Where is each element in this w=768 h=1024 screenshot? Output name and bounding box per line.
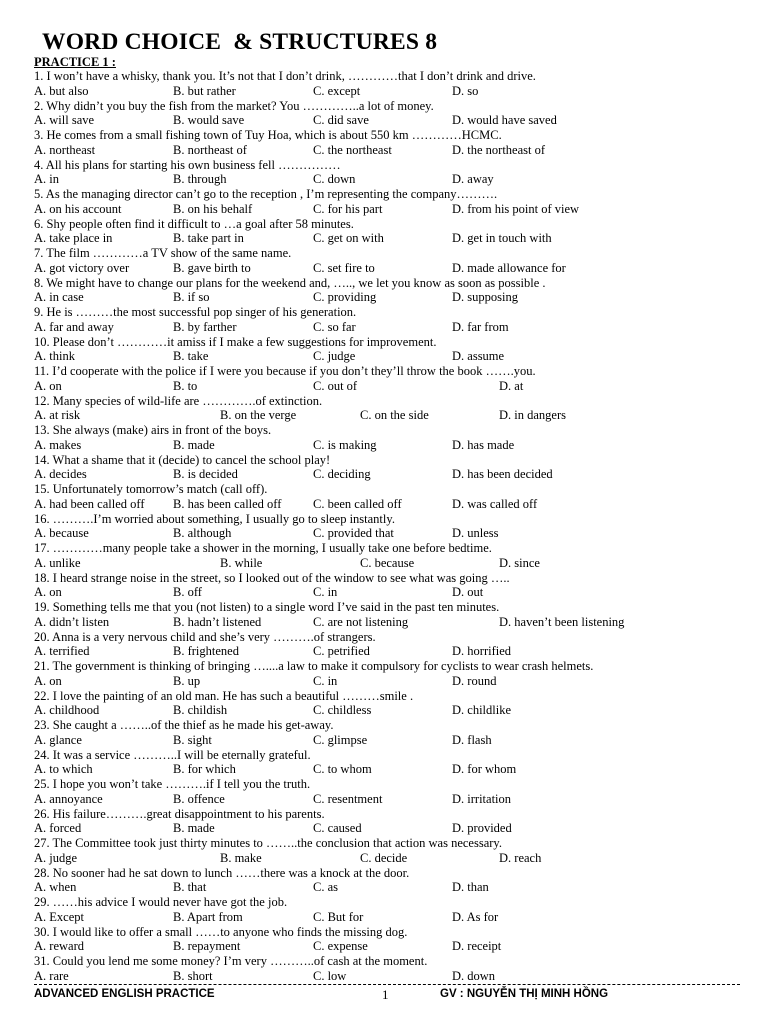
footer-teacher-name: GV : NGUYỄN THỊ MINH HỒNG <box>440 988 609 1000</box>
option-a: A. take place in <box>34 231 113 246</box>
option-a: A. to which <box>34 762 93 777</box>
option-d: D. from his point of view <box>452 201 580 216</box>
question-text: 27. The Committee took just thirty minutes to ……..the conclusion that action was necessary. <box>34 836 502 850</box>
option-a: A. on <box>34 585 62 600</box>
practice-heading: PRACTICE 1 : <box>34 55 116 69</box>
answer-options-row <box>34 379 744 394</box>
option-c: C. resentment <box>313 791 383 806</box>
option-a: A. childhood <box>34 703 100 718</box>
question-text: 20. Anna is a very nervous child and she’s very ……….of strangers. <box>34 629 376 644</box>
footer-course-title: ADVANCED ENGLISH PRACTICE <box>34 988 215 1000</box>
option-a: A. northeast <box>34 142 96 157</box>
option-d: D. provided <box>452 821 512 836</box>
option-d: D. far from <box>452 319 509 334</box>
option-c: C. down <box>313 172 356 187</box>
option-a: A. terrified <box>34 644 90 659</box>
option-d: D. childlike <box>452 703 512 718</box>
option-b: B. up <box>173 673 201 688</box>
option-b: B. on the verge <box>220 408 297 423</box>
option-c: C. for his part <box>313 201 383 216</box>
question-text: 8. We might have to change our plans for the weekend and, ….., we let you know as soon as possible . <box>34 275 546 290</box>
option-d: D. the northeast of <box>452 142 546 157</box>
answer-options-row <box>34 615 744 630</box>
option-a: A. will save <box>34 113 95 128</box>
question-text: 14. What a shame that it (decide) to cancel the school play! <box>34 452 331 467</box>
option-c: C. except <box>313 83 361 98</box>
option-a: A. in <box>34 172 59 187</box>
answer-options-row <box>34 467 744 482</box>
option-d: D. away <box>452 172 494 187</box>
answer-options-row <box>34 556 744 571</box>
answer-options-row <box>34 821 744 836</box>
option-a: A. decides <box>34 467 87 482</box>
option-c: C. as <box>313 880 338 895</box>
option-d: D. was called off <box>452 496 538 511</box>
question-text: 9. He is ………the most successful pop singer of his generation. <box>34 305 357 319</box>
option-b: B. if so <box>173 290 210 305</box>
question-text: 10. Please don’t …………it amiss if I make a few suggestions for improvement. <box>34 334 437 349</box>
option-d: D. at <box>499 378 524 393</box>
option-b: B. northeast of <box>173 142 247 157</box>
option-d: D. out <box>452 585 484 600</box>
option-c: C. deciding <box>313 467 371 482</box>
answer-options-row <box>34 703 744 718</box>
option-c: C. out of <box>313 378 358 393</box>
answer-options-row <box>34 497 744 512</box>
answer-options-row <box>34 526 744 541</box>
option-c: C. expense <box>313 939 368 954</box>
question-text: 26. His failure……….great disappointment to his parents. <box>34 806 325 821</box>
question-text: 2. Why didn’t you buy the fish from the market? You …………..a lot of money. <box>34 98 434 113</box>
option-d: D. reach <box>499 850 542 865</box>
answer-options-row <box>34 438 744 453</box>
option-b: B. to <box>173 378 198 393</box>
option-a: A. on <box>34 378 62 393</box>
question-text: 19. Something tells me that you (not listen) to a single word I’ve said in the past ten minutes. <box>34 600 500 614</box>
question-text: 4. All his plans for starting his own business fell …………… <box>34 157 341 172</box>
option-c: C. caused <box>313 821 362 836</box>
option-d: D. in dangers <box>499 408 566 423</box>
option-b: B. although <box>173 526 232 541</box>
question-text: 6. Shy people often find it difficult to …a goal after 58 minutes. <box>34 216 354 231</box>
answer-options-row <box>34 143 744 158</box>
option-c: C. low <box>313 968 347 983</box>
question-text: 12. Many species of wild-life are ………….of extinction. <box>34 393 323 408</box>
worksheet-page <box>34 30 744 984</box>
question-text: 23. She caught a ……..of the thief as he made his get-away. <box>34 718 334 732</box>
answer-options-row <box>34 969 744 984</box>
answer-options-row <box>34 910 744 925</box>
option-a: A. judge <box>34 850 78 865</box>
option-a: A. on <box>34 673 62 688</box>
question-text: 17. …………many people take a shower in the morning, I usually take one before bedtime. <box>34 541 492 555</box>
option-b: B. make <box>220 850 262 865</box>
option-d: D. irritation <box>452 791 512 806</box>
question-text: 5. As the managing director can’t go to the reception , I’m representing the company………. <box>34 187 498 201</box>
question-text: 22. I love the painting of an old man. He has such a beautiful ………smile . <box>34 688 414 703</box>
answer-options-row <box>34 261 744 276</box>
answer-options-row <box>34 172 744 187</box>
option-b: B. has been called off <box>173 496 282 511</box>
option-c: C. providing <box>313 290 377 305</box>
question-text: 24. It was a service ………..I will be eternally grateful. <box>34 747 311 762</box>
option-d: D. since <box>499 555 540 570</box>
option-c: C. been called off <box>313 496 402 511</box>
answer-options-row <box>34 290 744 305</box>
question-text: 7. The film …………a TV show of the same name. <box>34 246 292 260</box>
option-a: A. when <box>34 880 77 895</box>
option-a: A. because <box>34 526 89 541</box>
option-c: C. in <box>313 673 338 688</box>
question-text: 11. I’d cooperate with the police if I were you because if you don’t they’ll throw the book …….you. <box>34 364 536 378</box>
question-text: 15. Unfortunately tomorrow’s match (call off). <box>34 482 268 496</box>
option-d: D. for whom <box>452 762 517 777</box>
option-a: A. at risk <box>34 408 81 423</box>
option-c: C. judge <box>313 349 356 364</box>
question-text: 30. I would like to offer a small ……to anyone who finds the missing dog. <box>34 924 408 939</box>
option-d: D. supposing <box>452 290 518 305</box>
footer-page-number: 1 <box>382 987 389 1002</box>
option-d: D. assume <box>452 349 505 364</box>
question-text: 16. ……….I’m worried about something, I usually go to sleep instantly. <box>34 511 395 526</box>
option-c: C. get on with <box>313 231 384 246</box>
option-b: B. is decided <box>173 467 238 482</box>
option-b: B. gave birth to <box>173 260 251 275</box>
option-c: C. because <box>360 555 415 570</box>
question-text: 28. No sooner had he sat down to lunch ……there was a knock at the door. <box>34 865 410 880</box>
option-c: C. to whom <box>313 762 372 777</box>
option-d: D. As for <box>452 909 499 924</box>
option-a: A. Except <box>34 909 84 924</box>
option-b: B. off <box>173 585 202 600</box>
option-a: A. unlike <box>34 555 81 570</box>
option-d: D. receipt <box>452 939 502 954</box>
option-a: A. far and away <box>34 319 114 334</box>
option-d: D. has been decided <box>452 467 553 482</box>
question-list <box>34 69 744 984</box>
question-text: 18. I heard strange noise in the street, so I looked out of the window to see what was going ….. <box>34 570 510 585</box>
question-text: 21. The government is thinking of bringing …....a law to make it compulsory for cyclists to wear crash helmets. <box>34 659 594 673</box>
option-b: B. that <box>173 880 207 895</box>
option-c: C. in <box>313 585 338 600</box>
option-a: A. makes <box>34 437 82 452</box>
answer-options-row <box>34 320 744 335</box>
answer-options-row <box>34 231 744 246</box>
option-b: B. short <box>173 968 213 983</box>
option-c: C. glimpse <box>313 732 368 747</box>
option-b: B. take <box>173 349 209 364</box>
answer-options-row <box>34 762 744 777</box>
option-a: A. forced <box>34 821 82 836</box>
option-b: B. offence <box>173 791 225 806</box>
answer-options-row <box>34 202 744 217</box>
option-b: B. take part in <box>173 231 244 246</box>
option-c: C. the northeast <box>313 142 392 157</box>
option-c: C. are not listening <box>313 614 409 629</box>
answer-options-row <box>34 644 744 659</box>
question-text: 3. He comes from a small fishing town of Tuy Hoa, which is about 550 km …………HCMC. <box>34 128 502 142</box>
answer-options-row <box>34 349 744 364</box>
option-c: C. set fire to <box>313 260 375 275</box>
option-d: D. haven’t been listening <box>499 614 625 629</box>
answer-options-row <box>34 674 744 689</box>
question-text: 25. I hope you won’t take ……….if I tell you the truth. <box>34 777 311 791</box>
option-b: B. repayment <box>173 939 241 954</box>
option-c: C. on the side <box>360 408 429 423</box>
answer-options-row <box>34 880 744 895</box>
option-a: A. think <box>34 349 75 364</box>
option-b: B. made <box>173 821 215 836</box>
option-d: D. unless <box>452 526 499 541</box>
option-d: D. has made <box>452 437 515 452</box>
answer-options-row <box>34 408 744 423</box>
option-b: B. frightened <box>173 644 239 659</box>
option-a: A. glance <box>34 732 82 747</box>
option-c: C. But for <box>313 909 364 924</box>
option-d: D. flash <box>452 732 492 747</box>
option-a: A. got victory over <box>34 260 130 275</box>
answer-options-row <box>34 113 744 128</box>
option-b: B. while <box>220 555 263 570</box>
option-c: C. is making <box>313 437 377 452</box>
option-c: C. childless <box>313 703 372 718</box>
answer-options-row <box>34 733 744 748</box>
option-a: A. on his account <box>34 201 122 216</box>
option-b: B. sight <box>173 732 212 747</box>
option-d: D. would have saved <box>452 113 557 128</box>
question-text: 13. She always (make) airs in front of the boys. <box>34 423 272 437</box>
question-text: 29. ……his advice I would never have got the job. <box>34 895 288 909</box>
option-b: B. but rather <box>173 83 236 98</box>
option-b: B. hadn’t listened <box>173 614 262 629</box>
answer-options-row <box>34 792 744 807</box>
option-c: C. provided that <box>313 526 394 541</box>
option-d: D. made allowance for <box>452 260 566 275</box>
page-title: WORD CHOICE & STRUCTURES 8 <box>42 29 438 55</box>
answer-options-row <box>34 851 744 866</box>
option-a: A. annoyance <box>34 791 103 806</box>
option-b: B. through <box>173 172 227 187</box>
page-footer <box>34 984 740 1002</box>
option-a: A. reward <box>34 939 84 954</box>
option-b: B. by farther <box>173 319 237 334</box>
question-text: 1. I won’t have a whisky, thank you. It’s not that I don’t drink, …………that I don’t drink and drive. <box>34 69 536 83</box>
option-a: A. didn’t listen <box>34 614 110 629</box>
option-d: D. get in touch with <box>452 231 552 246</box>
option-d: D. round <box>452 673 497 688</box>
option-d: D. horrified <box>452 644 512 659</box>
option-c: C. petrified <box>313 644 370 659</box>
answer-options-row <box>34 585 744 600</box>
option-b: B. on his behalf <box>173 201 253 216</box>
option-a: A. had been called off <box>34 496 145 511</box>
option-b: B. for which <box>173 762 236 777</box>
option-d: D. so <box>452 83 479 98</box>
option-a: A. in case <box>34 290 84 305</box>
option-d: D. down <box>452 968 496 983</box>
option-c: C. decide <box>360 850 408 865</box>
option-d: D. than <box>452 880 489 895</box>
option-b: B. Apart from <box>173 909 243 924</box>
option-b: B. childish <box>173 703 228 718</box>
option-a: A. rare <box>34 968 69 983</box>
answer-options-row <box>34 939 744 954</box>
option-c: C. did save <box>313 113 369 128</box>
option-a: A. but also <box>34 83 89 98</box>
option-b: B. made <box>173 437 215 452</box>
option-c: C. so far <box>313 319 356 334</box>
option-b: B. would save <box>173 113 245 128</box>
answer-options-row <box>34 84 744 99</box>
question-text: 31. Could you lend me some money? I’m very ………..of cash at the moment. <box>34 954 428 968</box>
